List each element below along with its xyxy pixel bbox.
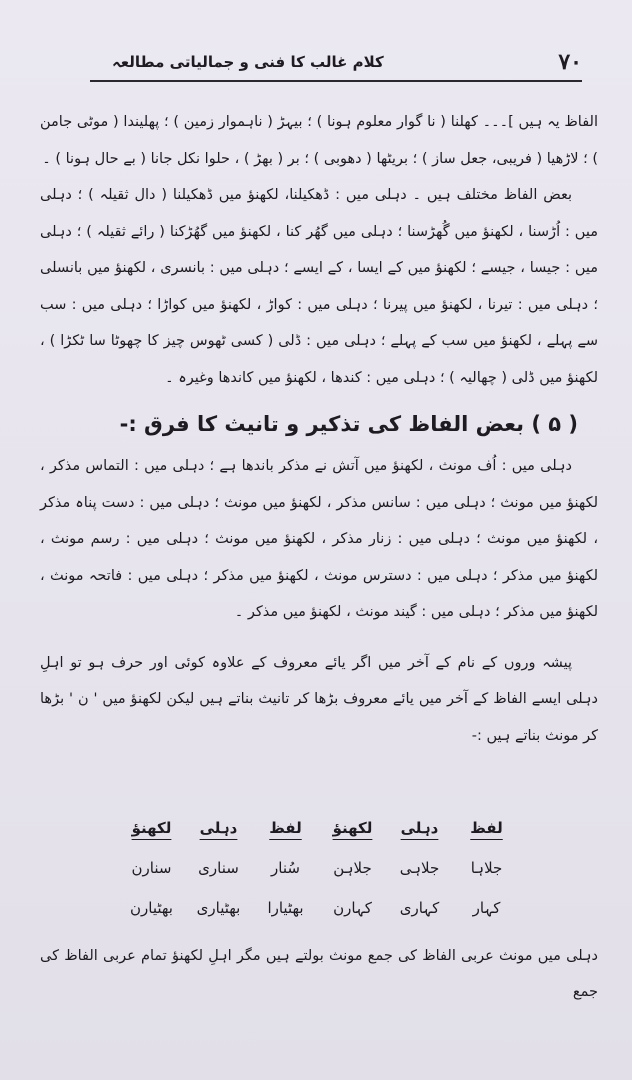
page-body xyxy=(40,104,598,754)
page-number: ٧٠ xyxy=(558,49,582,75)
table-header-cell: لکھنؤ xyxy=(131,819,172,837)
paragraph-gender-differences: دہلی میں : اُف مونث ، لکھنؤ میں آتش نے مذکر باندھا ہے ؛ دہلی میں : التماس مذکر ، لکھنؤ میں مونث ؛ دہلی میں : سانس مذکر ، لکھنؤ میں مونث ؛ دہلی میں : دست پناہ مذکر ، لکھنؤ میں مونث ؛ دہلی میں : زنار مذکر ، لکھنؤ میں مونث ؛ دہلی میں : رسم مونث ، لکھنؤ میں مذکر ؛ دہلی میں : دسترس مونث ، لکھنؤ میں مذکر ؛ دہلی میں : فاتحہ مونث ، لکھنؤ میں مذکر ؛ دہلی میں : گیند مونث ، لکھنؤ میں مذکر ۔ xyxy=(40,458,598,620)
page-header xyxy=(112,46,582,78)
table-cell: سناری xyxy=(198,859,239,877)
paragraph-words-list: الفاظ یہ ہیں ]۔۔۔ کھلنا ( نا گوار معلوم ہونا ) ؛ بیہڑ ( ناہموار زمین ) ؛ پھلیندا ( موٹی جامن ) ؛ لاڑھیا ( فریبی، جعل ساز ) ؛ بریٹھا ( دھوبی ) ؛ بر ( بھڑ ) ، حلوا نکل جانا ( بے حال ہونا ) ۔ xyxy=(40,114,598,167)
paragraph-profession-names: پیشہ وروں کے نام کے آخر میں اگر یائے معروف کے علاوہ کوئی اور حرف ہو تو اہلِ دہلی ایسے الفاظ کے آخر میں یائے معروف بڑھا کر تانیث بناتے ہیں لیکن لکھنؤ میں ' ن ' بڑھا کر مونث بناتے ہیں :- xyxy=(40,654,598,744)
table-cell: کہار xyxy=(472,899,501,917)
table-cell: بھٹیارا xyxy=(267,899,304,917)
table-cell: بھٹیاری xyxy=(196,899,241,917)
table-header-cell: لفظ xyxy=(470,819,503,837)
table-cell: سُنار xyxy=(271,859,300,877)
table-header-cell: لکھنؤ xyxy=(332,819,373,837)
table-cell: جلاہن xyxy=(333,859,372,877)
table-header-cell: لفظ xyxy=(269,819,302,837)
table-cell: بھٹیارن xyxy=(130,899,173,917)
paragraph-word-differences: بعض الفاظ مختلف ہیں ۔ دہلی میں : ڈھکیلنا، لکھنؤ میں ڈھکیلنا ( دال ثقیلہ ) ؛ دہلی میں : اُڑسنا ، لکھنؤ میں گُھڑسنا ؛ دہلی میں گھُر کنا ، لکھنؤ میں گھُڑکنا ( رائے ثقیلہ ) ؛ دہلی میں : جیسا ، جیسے ؛ لکھنؤ میں کے ایسا ، کے ایسے ؛ دہلی میں : بانسری ، لکھنؤ میں بانسلی ؛ دہلی میں : تیرنا ، لکھنؤ میں پیرنا ؛ دہلی میں : کواڑ ، لکھنؤ میں کواڑا ؛ دہلی میں : سب سے پہلے ، لکھنؤ میں سب کے پہلے ؛ دہلی میں : ڈلی ( کسی ٹھوس چیز کا چھوٹا سا ٹکڑا ) ، لکھنؤ میں ڈلی ( چھالیہ ) ؛ دہلی میں : کندھا ، لکھنؤ میں کاندھا وغیرہ ۔ xyxy=(40,187,598,386)
table-cell: جلاہی xyxy=(399,859,440,877)
word-table xyxy=(118,808,520,928)
table-cell: کہارن xyxy=(333,899,372,917)
table-header-cell: دہلی xyxy=(199,819,238,837)
table-header-row xyxy=(118,808,520,848)
table-cell: کہاری xyxy=(399,899,440,917)
running-title: کلام غالب کا فنی و جمالیاتی مطالعہ xyxy=(112,53,384,71)
header-rule xyxy=(90,80,582,82)
table-cell: جلاہا xyxy=(470,859,503,877)
table-header-cell: دہلی xyxy=(400,819,439,837)
section-heading: ( ۵ ) بعض الفاظ کی تذکیر و تانیث کا فرق :- xyxy=(119,412,578,436)
paragraph-gap xyxy=(40,631,598,645)
table-row xyxy=(118,848,520,888)
table-cell: سنارن xyxy=(131,859,172,877)
paragraph-arabic-plurals: دہلی میں مونث عربی الفاظ کی جمع مونث بولتے ہیں مگر اہلِ لکھنؤ تمام عربی الفاظ کی جمع xyxy=(40,948,598,1000)
table-row xyxy=(118,888,520,928)
